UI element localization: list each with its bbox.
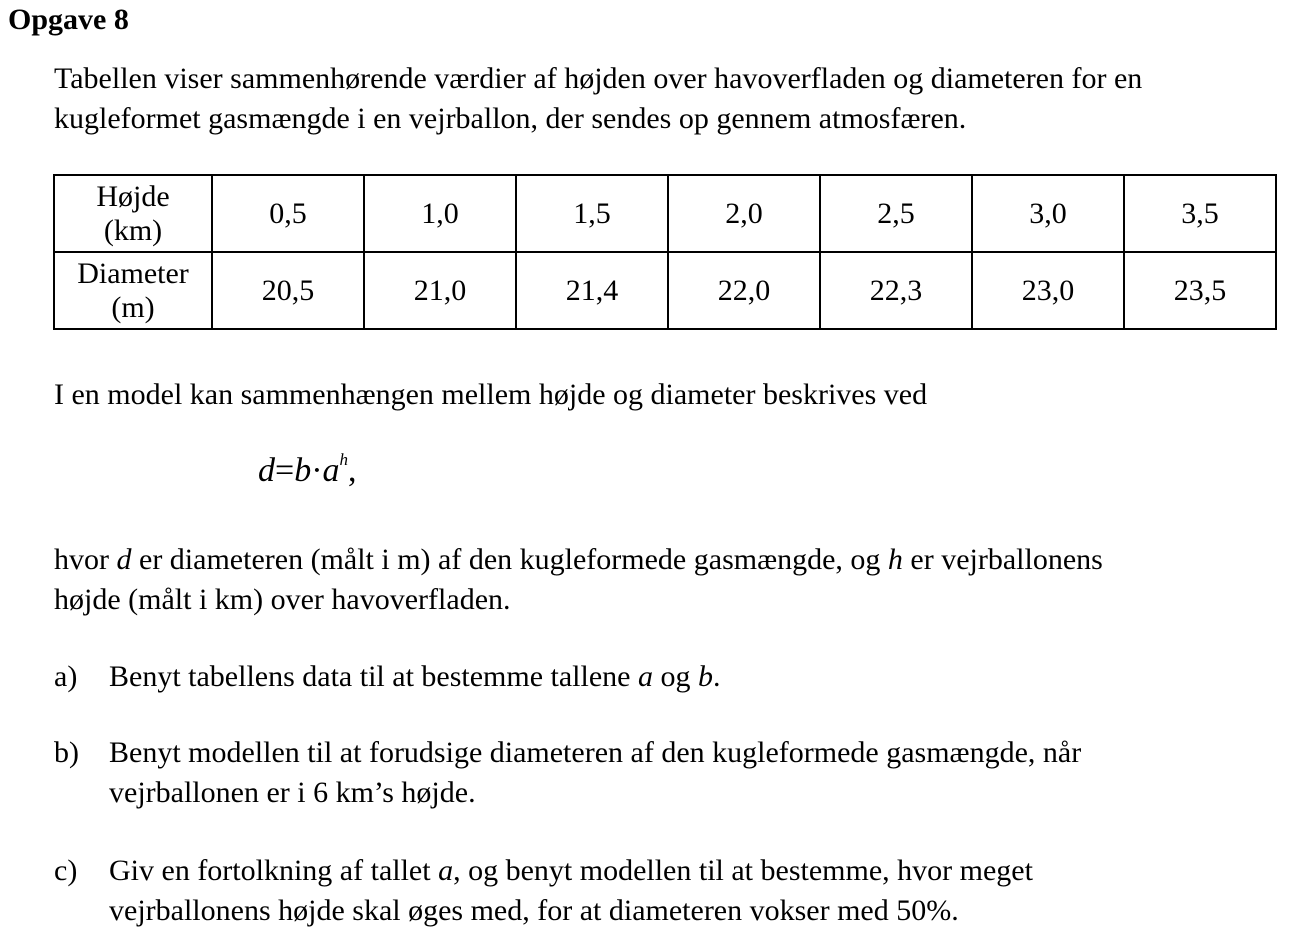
question-b-line-2: vejrballonen er i 6 km’s højde. <box>109 776 476 809</box>
table-cell: 23,5 <box>1124 252 1276 329</box>
table-cell: 20,5 <box>212 252 364 329</box>
table-cell: 22,3 <box>820 252 972 329</box>
text-span: Benyt tabellens data til at bestemme tallene <box>109 660 638 693</box>
model-formula <box>258 449 357 490</box>
question-b-text <box>109 733 1081 813</box>
model-paragraph: I en model kan sammenhængen mellem højde og diameter beskrives ved <box>54 378 928 411</box>
question-c-line-2: vejrballonens højde skal øges med, for at diameteren vokser med 50%. <box>109 894 959 927</box>
intro-line-1: Tabellen viser sammenhørende værdier af højden over havoverfladen og diameteren for en <box>54 62 1143 95</box>
row-header-height <box>54 175 212 252</box>
formula-comma: , <box>348 452 357 489</box>
text-span: er vejrballonens <box>902 543 1103 576</box>
var-a: a <box>438 854 454 887</box>
var-b: b <box>697 660 713 693</box>
formula-dot: · <box>311 452 323 489</box>
question-b-label: b) <box>54 736 79 769</box>
table-cell: 21,4 <box>516 252 668 329</box>
table-cell: 21,0 <box>364 252 516 329</box>
table-cell: 2,0 <box>668 175 820 252</box>
var-a: a <box>637 660 653 693</box>
formula-lhs: d <box>258 452 275 489</box>
row-header-diameter-label: Diameter <box>77 256 189 290</box>
variables-paragraph <box>54 540 1103 620</box>
table-cell: 2,5 <box>820 175 972 252</box>
row-header-height-unit: (km) <box>103 213 163 247</box>
question-c-text <box>109 851 1033 931</box>
text-span: . <box>712 660 721 693</box>
row-header-diameter-unit: (m) <box>111 290 155 324</box>
question-a-label: a) <box>54 660 78 693</box>
text-span: hvor <box>54 543 117 576</box>
text-span: Giv en fortolkning af tallet <box>109 854 439 887</box>
variables-line-2: højde (målt i km) over havoverfladen. <box>54 583 511 616</box>
intro-paragraph <box>54 59 1142 139</box>
question-b-line-1: Benyt modellen til at forudsige diameteren af den kugleformede gasmængde, når <box>109 736 1082 769</box>
table-cell: 22,0 <box>668 252 820 329</box>
table-row-diameter <box>54 252 1276 329</box>
data-table <box>53 174 1277 330</box>
table-cell: 1,0 <box>364 175 516 252</box>
table-cell: 0,5 <box>212 175 364 252</box>
table-cell: 3,0 <box>972 175 1124 252</box>
formula-exponent: h <box>339 449 349 469</box>
task-title: Opgave 8 <box>8 3 129 36</box>
formula-a: a <box>322 452 340 489</box>
var-h: h <box>887 543 903 576</box>
text-span: er diameteren (målt i m) af den kugleformede gasmængde, og <box>131 543 888 576</box>
table-row-height <box>54 175 1276 252</box>
var-d: d <box>116 543 132 576</box>
question-a-text <box>109 657 720 697</box>
table-cell: 3,5 <box>1124 175 1276 252</box>
row-header-height-label: Højde <box>96 179 170 213</box>
text-span: og <box>652 660 698 693</box>
table-cell: 23,0 <box>972 252 1124 329</box>
row-header-diameter <box>54 252 212 329</box>
question-c-line-1 <box>109 851 1033 891</box>
text-span: , og benyt modellen til at bestemme, hvor meget <box>453 854 1033 887</box>
formula-equals: = <box>275 452 295 489</box>
table-cell: 1,5 <box>516 175 668 252</box>
intro-line-2: kugleformet gasmængde i en vejrballon, der sendes op gennem atmosfæren. <box>54 102 967 135</box>
variables-line-1 <box>54 540 1103 580</box>
formula-b: b <box>294 452 312 489</box>
question-c-label: c) <box>54 854 78 887</box>
